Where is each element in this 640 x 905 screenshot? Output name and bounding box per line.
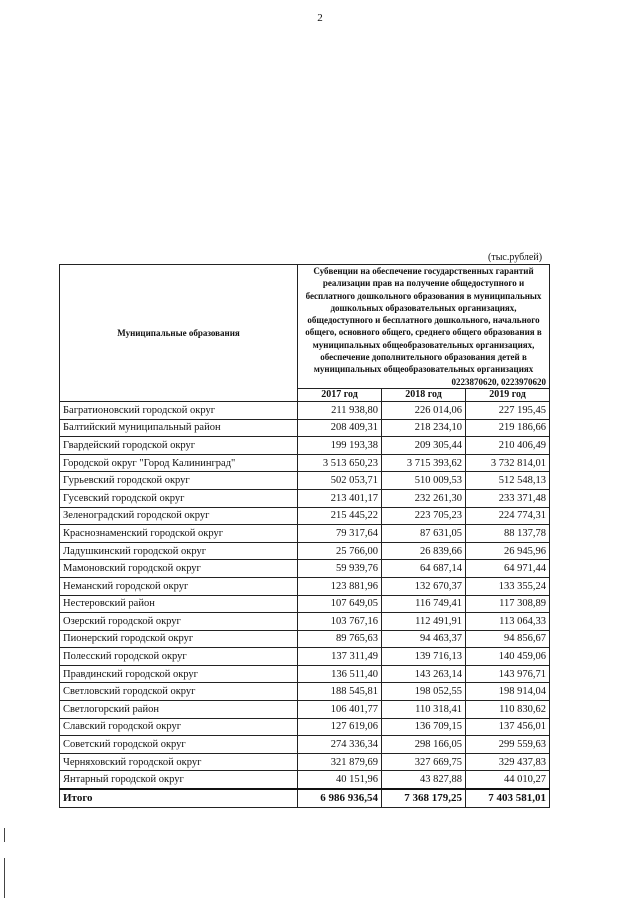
header-year-2019: 2019 год — [466, 388, 550, 401]
value-2018-cell: 223 705,23 — [382, 507, 466, 525]
value-2017-cell: 274 336,34 — [298, 736, 382, 754]
value-2017-cell: 188 545,81 — [298, 683, 382, 701]
table-row — [60, 701, 550, 719]
value-2019-cell: 64 971,44 — [466, 560, 550, 578]
table-row — [60, 401, 550, 419]
table-row — [60, 753, 550, 771]
value-2018-cell: 87 631,05 — [382, 525, 466, 543]
table-row — [60, 665, 550, 683]
municipality-cell: Мамоновский городской округ — [60, 560, 298, 578]
value-2017-cell: 321 879,69 — [298, 753, 382, 771]
total-row — [60, 789, 550, 807]
value-2017-cell: 208 409,31 — [298, 419, 382, 437]
value-2019-cell: 227 195,45 — [466, 401, 550, 419]
value-2018-cell: 94 463,37 — [382, 630, 466, 648]
municipality-cell: Гурьевский городской округ — [60, 472, 298, 490]
header-codes: 0223870620, 0223970620 — [451, 376, 547, 387]
municipality-cell: Ладушкинский городской округ — [60, 542, 298, 560]
value-2019-cell: 3 732 814,01 — [466, 454, 550, 472]
value-2019-cell: 7 403 581,01 — [466, 789, 550, 807]
table-row — [60, 683, 550, 701]
value-2017-cell: 123 881,96 — [298, 577, 382, 595]
value-2019-cell: 44 010,27 — [466, 771, 550, 789]
value-2018-cell: 136 709,15 — [382, 718, 466, 736]
value-2019-cell: 219 186,66 — [466, 419, 550, 437]
municipality-cell: Гусевский городской округ — [60, 489, 298, 507]
municipality-cell: Городской округ "Город Калининград" — [60, 454, 298, 472]
page-number: 2 — [317, 12, 323, 24]
value-2018-cell: 143 263,14 — [382, 665, 466, 683]
value-2018-cell: 510 009,53 — [382, 472, 466, 490]
value-2017-cell: 199 193,38 — [298, 437, 382, 455]
value-2019-cell: 113 064,33 — [466, 613, 550, 631]
header-year-2017: 2017 год — [298, 388, 382, 401]
value-2019-cell: 198 914,04 — [466, 683, 550, 701]
value-2019-cell: 94 856,67 — [466, 630, 550, 648]
value-2018-cell: 112 491,91 — [382, 613, 466, 631]
table-row — [60, 419, 550, 437]
header-year-2018: 2018 год — [382, 388, 466, 401]
table-row — [60, 595, 550, 613]
municipality-cell: Славский городской округ — [60, 718, 298, 736]
municipality-cell: Полесский городской округ — [60, 648, 298, 666]
table-row — [60, 613, 550, 631]
value-2019-cell: 133 355,24 — [466, 577, 550, 595]
subsidy-table — [59, 264, 550, 808]
table-row — [60, 542, 550, 560]
value-2019-cell: 117 308,89 — [466, 595, 550, 613]
value-2018-cell: 218 234,10 — [382, 419, 466, 437]
value-2017-cell: 79 317,64 — [298, 525, 382, 543]
value-2018-cell: 139 716,13 — [382, 648, 466, 666]
table-row — [60, 525, 550, 543]
value-2017-cell: 6 986 936,54 — [298, 789, 382, 807]
value-2017-cell: 40 151,96 — [298, 771, 382, 789]
table-row — [60, 560, 550, 578]
value-2018-cell: 43 827,88 — [382, 771, 466, 789]
table-row — [60, 454, 550, 472]
value-2019-cell: 140 459,06 — [466, 648, 550, 666]
municipality-cell: Краснознаменский городской округ — [60, 525, 298, 543]
table-row — [60, 630, 550, 648]
value-2017-cell: 211 938,80 — [298, 401, 382, 419]
margin-mark — [4, 828, 5, 842]
municipality-cell: Озерский городской округ — [60, 613, 298, 631]
value-2017-cell: 137 311,49 — [298, 648, 382, 666]
value-2017-cell: 502 053,71 — [298, 472, 382, 490]
margin-mark — [4, 858, 5, 898]
header-subsidy — [298, 265, 550, 389]
municipality-cell: Правдинский городской округ — [60, 665, 298, 683]
value-2017-cell: 3 513 650,23 — [298, 454, 382, 472]
municipality-cell: Гвардейский городской округ — [60, 437, 298, 455]
municipality-cell: Зеленоградский городской округ — [60, 507, 298, 525]
value-2018-cell: 226 014,06 — [382, 401, 466, 419]
municipality-cell: Советский городской округ — [60, 736, 298, 754]
value-2017-cell: 89 765,63 — [298, 630, 382, 648]
value-2017-cell: 106 401,77 — [298, 701, 382, 719]
value-2017-cell: 215 445,22 — [298, 507, 382, 525]
table-row — [60, 577, 550, 595]
value-2019-cell: 143 976,71 — [466, 665, 550, 683]
value-2017-cell: 136 511,40 — [298, 665, 382, 683]
value-2019-cell: 88 137,78 — [466, 525, 550, 543]
value-2018-cell: 64 687,14 — [382, 560, 466, 578]
value-2017-cell: 59 939,76 — [298, 560, 382, 578]
value-2019-cell: 233 371,48 — [466, 489, 550, 507]
municipality-cell: Светловский городской округ — [60, 683, 298, 701]
municipality-cell: Балтийский муниципальный район — [60, 419, 298, 437]
municipality-cell: Светлогорский район — [60, 701, 298, 719]
value-2017-cell: 107 649,05 — [298, 595, 382, 613]
value-2018-cell: 3 715 393,62 — [382, 454, 466, 472]
value-2019-cell: 329 437,83 — [466, 753, 550, 771]
value-2019-cell: 299 559,63 — [466, 736, 550, 754]
table-row — [60, 437, 550, 455]
value-2019-cell: 137 456,01 — [466, 718, 550, 736]
value-2018-cell: 132 670,37 — [382, 577, 466, 595]
value-2018-cell: 232 261,30 — [382, 489, 466, 507]
value-2018-cell: 298 166,05 — [382, 736, 466, 754]
municipality-cell: Итого — [60, 789, 298, 807]
value-2019-cell: 110 830,62 — [466, 701, 550, 719]
value-2018-cell: 7 368 179,25 — [382, 789, 466, 807]
table-row — [60, 472, 550, 490]
table-row — [60, 507, 550, 525]
municipality-cell: Нестеровский район — [60, 595, 298, 613]
table-row — [60, 648, 550, 666]
header-municipality: Муниципальные образования — [60, 265, 298, 402]
value-2019-cell: 512 548,13 — [466, 472, 550, 490]
value-2018-cell: 110 318,41 — [382, 701, 466, 719]
value-2018-cell: 209 305,44 — [382, 437, 466, 455]
value-2019-cell: 210 406,49 — [466, 437, 550, 455]
value-2017-cell: 127 619,06 — [298, 718, 382, 736]
municipality-cell: Пионерский городской округ — [60, 630, 298, 648]
table-row — [60, 489, 550, 507]
table-row — [60, 736, 550, 754]
municipality-cell: Янтарный городской округ — [60, 771, 298, 789]
value-2018-cell: 116 749,41 — [382, 595, 466, 613]
value-2018-cell: 26 839,66 — [382, 542, 466, 560]
municipality-cell: Багратионовский городской округ — [60, 401, 298, 419]
table-row — [60, 718, 550, 736]
units-label: (тыс.рублей) — [488, 252, 543, 263]
municipality-cell: Черняховский городской округ — [60, 753, 298, 771]
value-2019-cell: 224 774,31 — [466, 507, 550, 525]
municipality-cell: Неманский городской округ — [60, 577, 298, 595]
value-2017-cell: 103 767,16 — [298, 613, 382, 631]
value-2018-cell: 198 052,55 — [382, 683, 466, 701]
value-2018-cell: 327 669,75 — [382, 753, 466, 771]
value-2019-cell: 26 945,96 — [466, 542, 550, 560]
table-row — [60, 771, 550, 789]
value-2017-cell: 25 766,00 — [298, 542, 382, 560]
value-2017-cell: 213 401,17 — [298, 489, 382, 507]
header-subsidy-text: Субвенции на обеспечение государственных гарантий реализации прав на получение общедоступного и бесплатного дошкольного образования в муниципальных дошкольных образовательных организациях, общедоступного и бесплатного дошкольного, начального общего, основного общего, среднего общего образования в муниципальных общеобразовательных организациях, обеспечение дополнительного образования детей в муниципальных общеобразовательных организациях — [305, 266, 542, 375]
